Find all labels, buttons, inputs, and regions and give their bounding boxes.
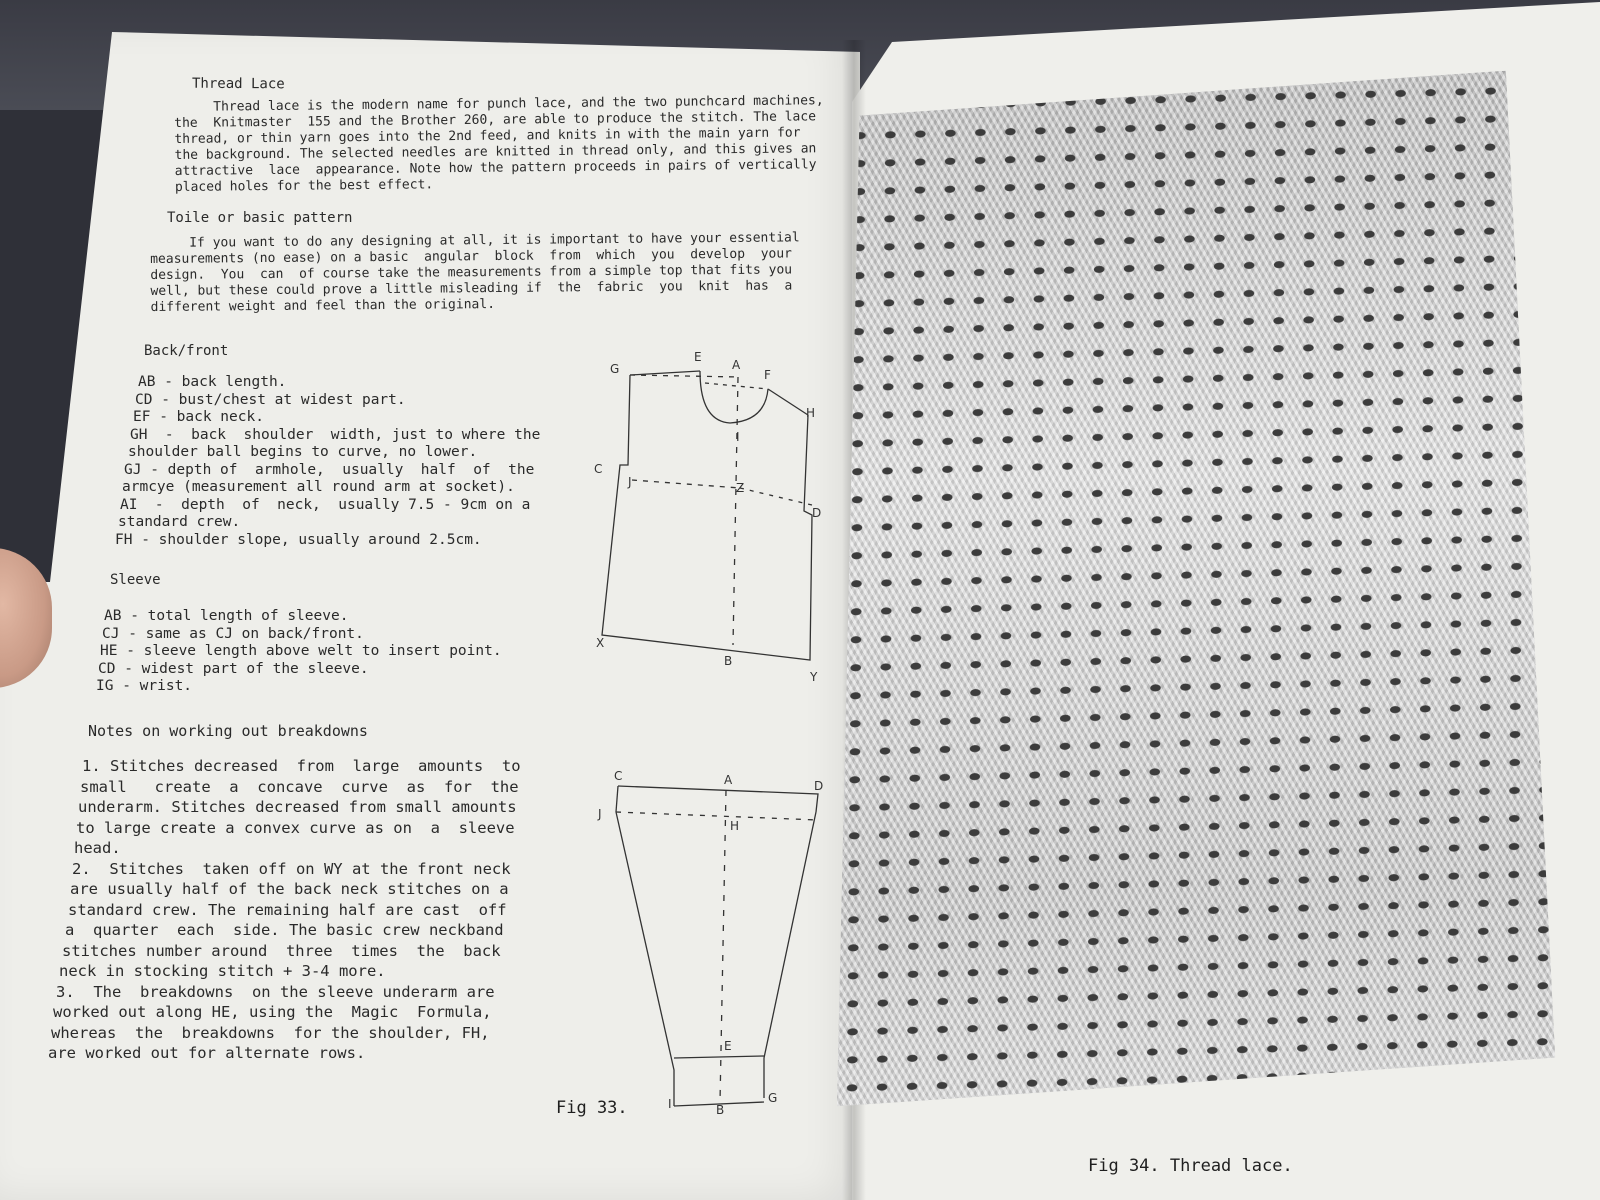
text-line: worked out along HE, using the Magic Formula, <box>53 1003 492 1021</box>
text-line: GH - back shoulder width, just to where the <box>130 426 541 443</box>
section-heading-sleeve: Sleeve <box>110 572 161 588</box>
label-e: E <box>724 1039 732 1053</box>
section-heading-toile: Toile or basic pattern <box>167 210 353 226</box>
text-line: CD - bust/chest at widest part. <box>135 391 406 408</box>
section-heading-notes: Notes on working out breakdowns <box>88 722 368 740</box>
text-line: CD - widest part of the sleeve. <box>98 660 369 677</box>
text-line: are usually half of the back neck stitches on a <box>70 880 509 898</box>
text-line: to large create a convex curve as on a sleeve <box>76 818 515 837</box>
text-line: small create a concave curve as for the <box>80 777 519 796</box>
label-h: H <box>806 406 816 420</box>
label-i: I <box>736 430 740 444</box>
text-line: the Knitmaster 155 and the Brother 260, are able to produce the stitch. The lace <box>174 109 817 131</box>
toile-paragraph <box>150 230 800 316</box>
label-h: H <box>730 819 740 833</box>
text-line: armcye (measurement all round arm at socket). <box>122 479 515 495</box>
label-d: D <box>812 506 822 520</box>
text-line: CJ - same as CJ on back/front. <box>102 625 364 642</box>
text-line: AB - total length of sleeve. <box>104 608 349 624</box>
label-x: X <box>596 636 605 650</box>
section-heading-back-front: Back/front <box>144 343 229 359</box>
section-heading-thread-lace: Thread Lace <box>191 75 285 93</box>
sleeve-block-diagram <box>596 770 826 1115</box>
thread-lace-photograph <box>837 47 1566 1106</box>
label-g: G <box>610 362 620 376</box>
text-line: the background. The selected needles are knitted in thread only, and this gives an <box>174 141 817 163</box>
notes-paragraph <box>48 756 521 1064</box>
text-line: underarm. Stitches decreased from small amounts <box>78 798 517 816</box>
label-a: A <box>732 358 741 372</box>
label-z: Z <box>736 481 745 495</box>
label-c: C <box>594 462 603 476</box>
fig-33-caption: Fig 33. <box>556 1098 628 1118</box>
sleeve-measurements <box>96 608 502 696</box>
text-line: HE - sleeve length above welt to insert point. <box>100 643 502 659</box>
back-front-block-diagram <box>590 345 840 690</box>
text-line: shoulder ball begins to curve, no lower. <box>128 444 478 460</box>
label-b: B <box>724 654 733 668</box>
text-line: are worked out for alternate rows. <box>48 1044 366 1062</box>
text-line: design. You can of course take the measurements from a simple top that fits you <box>150 262 793 283</box>
text-line: EF - back neck. <box>133 409 264 425</box>
text-line: Thread lace is the modern name for punch lace, and the two punchcard machines, <box>174 93 824 115</box>
text-line: AI - depth of neck, usually 7.5 - 9cm on a <box>120 496 531 513</box>
text-line: standard crew. The remaining half are cast off <box>68 900 507 919</box>
text-line: different weight and feel than the original. <box>150 296 496 315</box>
fig-34-caption: Fig 34. Thread lace. <box>1088 1156 1293 1176</box>
label-c: C <box>614 770 623 783</box>
label-g: G <box>768 1091 778 1105</box>
label-j: J <box>628 475 632 489</box>
label-b: B <box>716 1103 725 1115</box>
text-line: IG - wrist. <box>96 678 193 694</box>
text-line: head. <box>74 839 121 857</box>
text-line: 2. Stitches taken off on WY at the front neck <box>72 859 511 878</box>
text-line: neck in stocking stitch + 3-4 more. <box>59 962 386 980</box>
text-line: If you want to do any designing at all, it is important to have your essential <box>150 230 800 251</box>
label-f: F <box>764 368 771 382</box>
text-line: 1. Stitches decreased from large amounts to <box>82 757 521 775</box>
back-front-measurements <box>115 374 541 549</box>
text-line: placed holes for the best effect. <box>174 177 434 195</box>
text-line: well, but these could prove a little misleading if the fabric you knit has a <box>150 278 793 299</box>
text-line: thread, or thin yarn goes into the 2nd feed, and knits in with the main yarn for <box>174 125 801 147</box>
text-line: measurements (no ease) on a basic angular block from which you develop your <box>150 246 793 267</box>
label-i: I <box>668 1097 672 1111</box>
text-line: attractive lace appearance. Note how the pattern proceeds in pairs of vertically <box>174 157 817 179</box>
label-e: E <box>694 350 702 364</box>
label-d: D <box>814 779 824 793</box>
text-line: AB - back length. <box>138 374 287 390</box>
text-line: whereas the breakdowns for the shoulder, FH, <box>51 1023 490 1042</box>
label-a: A <box>724 773 733 787</box>
label-j: J <box>598 807 602 821</box>
thread-lace-paragraph <box>174 93 825 196</box>
label-y: Y <box>810 670 818 684</box>
text-line: stitches number around three times the back <box>62 941 501 960</box>
text-line: FH - shoulder slope, usually around 2.5cm. <box>115 531 482 548</box>
text-line: 3. The breakdowns on the sleeve underarm are <box>56 982 495 1001</box>
text-line: GJ - depth of armhole, usually half of the <box>124 461 535 478</box>
text-line: a quarter each side. The basic crew neckband <box>65 921 504 939</box>
text-line: standard crew. <box>118 514 241 530</box>
